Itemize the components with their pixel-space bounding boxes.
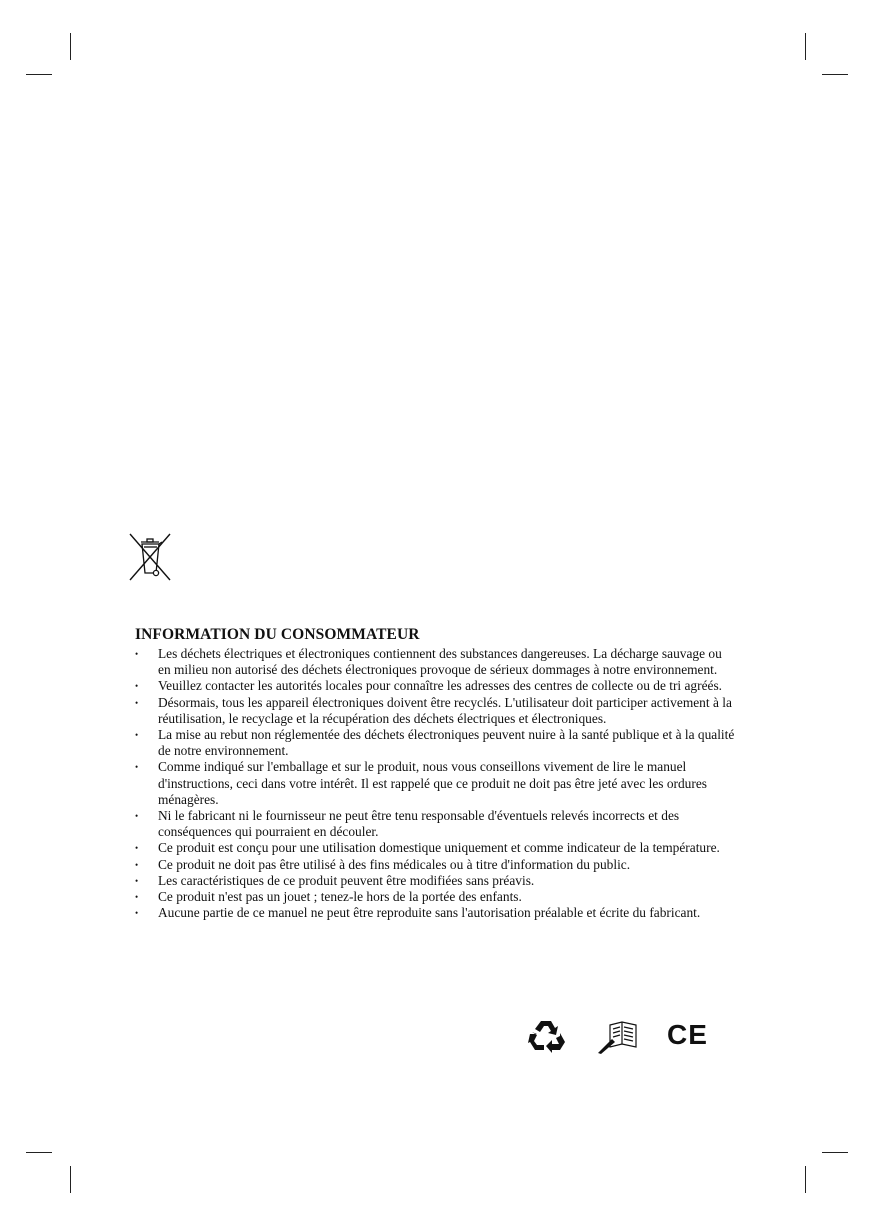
bullet: • [135,811,139,822]
bullet: • [135,908,139,919]
list-item [135,808,735,840]
list-item [135,889,735,905]
crop-mark [805,33,806,60]
list-item-text: Ce produit ne doit pas être utilisé à des fins médicales ou à titre d'information du public. [158,856,631,872]
crop-mark [26,1152,52,1153]
list-item [135,678,735,694]
bullet: • [135,697,139,708]
info-list [135,646,735,921]
list-item-text: La mise au rebut non réglementée des déchets électroniques peuvent nuire à la santé publique et à la qualité de notre environnement. [158,727,735,759]
list-item [135,646,735,678]
crop-mark [70,1166,71,1193]
bullet: • [135,681,139,692]
bullet: • [135,892,139,903]
list-item-text: Ce produit est conçu pour une utilisation domestique uniquement et comme indicateur de la température. [158,840,720,856]
list-item-text: Veuillez contacter les autorités locales pour connaître les adresses des centres de collecte ou de tri agréés. [158,678,723,694]
crop-mark [26,74,52,75]
list-item [135,759,735,808]
list-item-text: Ce produit n'est pas un jouet ; tenez-le hors de la portée des enfants. [158,889,522,905]
list-item-text: Ni le fabricant ni le fournisseur ne peut être tenu responsable d'éventuels relevés incorrects et des conséquences qui pourraient en découler. [158,808,680,840]
list-item [135,905,735,921]
bullet: • [135,730,139,741]
list-item-text: Les caractéristiques de ce produit peuvent être modifiées sans préavis. [158,872,535,888]
list-item [135,695,735,727]
crop-mark [805,1166,806,1193]
list-item-text: Désormais, tous les appareil électroniques doivent être recyclés. L'utilisateur doit participer activement à la réutilisation, le recyclage et la récupération des déchets électriques et électroniques. [158,694,732,726]
list-item [135,840,735,856]
bullet: • [135,875,139,886]
consumer-information-section [135,626,735,921]
bullet: • [135,843,139,854]
list-item [135,727,735,759]
ce-mark-text: CE [667,1019,708,1050]
bullet: • [135,762,139,773]
list-item [135,873,735,889]
ce-mark-icon [667,1019,708,1050]
list-item-text: Les déchets électriques et électroniques contiennent des substances dangereuses. La décharge sauvage ou en milieu non autorisé des déchets électroniques provoque de sérieux dommages à notre environnement. [158,646,722,678]
list-item-text: Comme indiqué sur l'emballage et sur le produit, nous vous conseillons vivement de lire le manuel d'instructions, ceci dans votre intérêt. Il est rappelé que ce produit ne doit pas être jeté avec les ordures ménagères. [158,759,707,807]
crop-mark [70,33,71,60]
crossed-out-wheelie-bin-icon [128,532,172,582]
list-item [135,857,735,873]
section-title: INFORMATION DU CONSOMMATEUR [135,626,420,643]
bullet: • [135,649,139,659]
recycle-icon [527,1019,567,1055]
crop-mark [822,1152,848,1153]
crop-mark [822,74,848,75]
bullet: • [135,859,139,870]
list-item-text: Aucune partie de ce manuel ne peut être reproduite sans l'autorisation préalable et écrite du fabricant. [158,905,701,921]
read-manual-icon [596,1019,638,1055]
